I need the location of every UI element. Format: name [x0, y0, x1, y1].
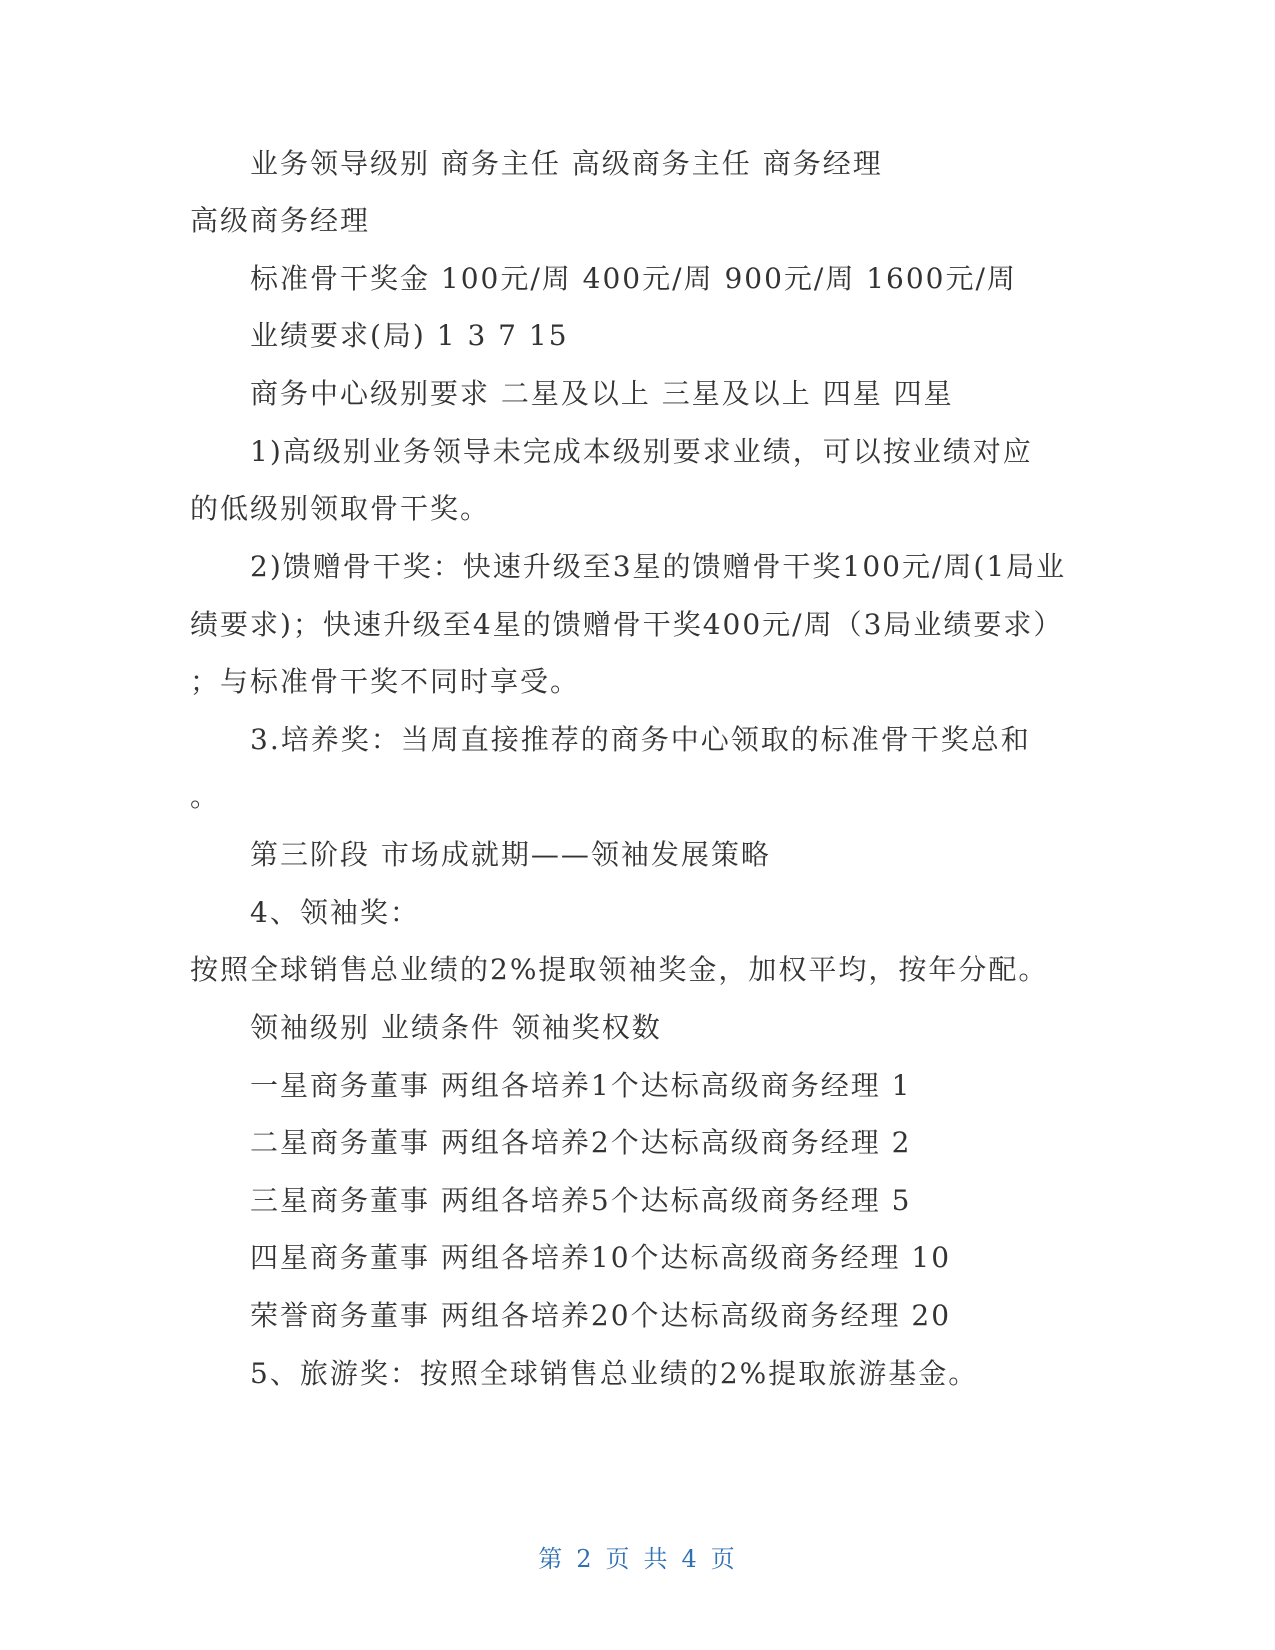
text-line-travel-award: 5、旅游奖：按照全球销售总业绩的2%提取旅游基金。 — [250, 1357, 979, 1390]
text-line-rule-3b: 。 — [190, 780, 221, 813]
footer-label-total: 共 — [643, 1545, 670, 1573]
footer-current-page: 2 — [576, 1545, 594, 1573]
text-line-rule-1a: 1)高级别业务领导未完成本级别要求业绩，可以按业绩对应 — [250, 435, 1033, 468]
text-line-rule-1b: 的低级别领取骨干奖。 — [190, 492, 491, 525]
text-line-rule-2b: 绩要求)；快速升级至4星的馈赠骨干奖400元/周（3局业绩要求） — [190, 608, 1064, 641]
table-row-leader-honor: 荣誉商务董事 两组各培养20个达标高级商务经理 20 — [250, 1299, 952, 1332]
text-line-center-level-req: 商务中心级别要求 二星及以上 三星及以上 四星 四星 — [250, 377, 954, 410]
table-row-leader-4star: 四星商务董事 两组各培养10个达标高级商务经理 10 — [250, 1241, 952, 1274]
text-line-leader-award-desc: 按照全球销售总业绩的2%提取领袖奖金，加权平均，按年分配。 — [190, 953, 1049, 986]
text-line-bonus-amounts: 标准骨干奖金 100元/周 400元/周 900元/周 1600元/周 — [250, 262, 1017, 295]
page-footer — [0, 1543, 1275, 1575]
footer-total-pages: 4 — [681, 1545, 699, 1573]
text-line-rule-2a: 2)馈赠骨干奖：快速升级至3星的馈赠骨干奖100元/周(1局业 — [250, 550, 1067, 583]
table-header-leader-levels: 领袖级别 业绩条件 领袖奖权数 — [250, 1011, 662, 1044]
footer-label-page: 第 — [538, 1545, 565, 1573]
text-line-senior-manager: 高级商务经理 — [190, 204, 371, 237]
table-row-leader-3star: 三星商务董事 两组各培养5个达标高级商务经理 5 — [250, 1184, 912, 1217]
section-heading-stage-3: 第三阶段 市场成就期——领袖发展策略 — [250, 838, 771, 871]
table-row-leader-1star: 一星商务董事 两组各培养1个达标高级商务经理 1 — [250, 1069, 912, 1102]
text-line-rule-2c: ；与标准骨干奖不同时享受。 — [190, 665, 581, 698]
text-line-performance-req: 业绩要求(局) 1 3 7 15 — [250, 319, 569, 352]
footer-label-ye: 页 — [605, 1545, 632, 1573]
table-row-leader-2star: 二星商务董事 两组各培养2个达标高级商务经理 2 — [250, 1126, 912, 1159]
text-line-rule-3a: 3.培养奖：当周直接推荐的商务中心领取的标准骨干奖总和 — [250, 723, 1031, 756]
footer-label-ye2: 页 — [710, 1545, 737, 1573]
text-line-leader-levels: 业务领导级别 商务主任 高级商务主任 商务经理 — [250, 147, 883, 180]
text-line-leader-award-title: 4、领袖奖： — [250, 896, 420, 929]
